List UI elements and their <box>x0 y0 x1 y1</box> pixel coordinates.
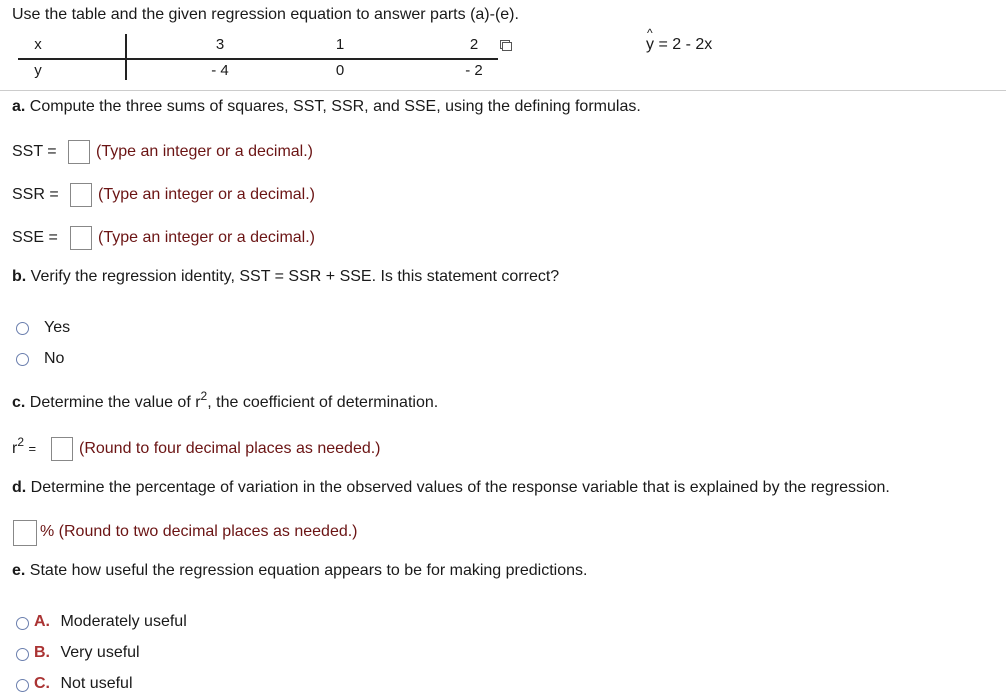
y-value: - 2 <box>465 62 483 79</box>
percentage-input[interactable] <box>13 520 37 546</box>
y-value: - 4 <box>211 62 229 79</box>
part-b-question <box>12 268 559 286</box>
sst-input[interactable] <box>68 140 90 164</box>
hat-accent: ^ <box>647 26 653 40</box>
part-a-letter: a. <box>12 98 26 115</box>
sse-input[interactable] <box>70 226 92 250</box>
ssr-input[interactable] <box>70 183 92 207</box>
r-squared-input[interactable] <box>51 437 73 461</box>
option-b-text: Very useful <box>60 644 140 661</box>
yes-radio[interactable] <box>16 322 29 335</box>
part-d-text: Determine the percentage of variation in the observed values of the response variable that is explained by the regression. <box>30 479 890 496</box>
y-header: y <box>34 62 42 79</box>
sse-label: SSE = <box>12 229 58 246</box>
r-squared-hint: (Round to four decimal places as needed.) <box>79 440 381 457</box>
part-e-text: State how useful the regression equation appears to be for making predictions. <box>29 562 588 579</box>
part-d-question <box>12 479 890 497</box>
percentage-hint: % (Round to two decimal places as needed.) <box>40 523 358 540</box>
part-a-text: Compute the three sums of squares, SST, SSR, and SSE, using the defining formulas. <box>29 98 641 115</box>
option-b-radio[interactable] <box>16 648 29 661</box>
table-horizontal-rule <box>18 58 498 60</box>
x-value: 2 <box>469 36 479 53</box>
instructions: Use the table and the given regression equation to answer parts (a)-(e). <box>12 6 519 23</box>
part-e-question <box>12 562 587 580</box>
r-label: r <box>12 440 18 457</box>
option-a[interactable] <box>34 613 187 631</box>
yes-label[interactable]: Yes <box>44 319 71 336</box>
y-hat: y <box>646 36 654 53</box>
part-b-letter: b. <box>12 268 27 285</box>
option-c-text: Not useful <box>60 675 133 692</box>
option-a-letter: A. <box>34 613 50 630</box>
option-a-text: Moderately useful <box>60 613 187 630</box>
r-squared-label <box>12 435 37 458</box>
y-value: 0 <box>335 62 345 79</box>
part-c-superscript: 2 <box>200 389 208 403</box>
option-c-letter: C. <box>34 675 50 692</box>
table-vertical-rule <box>125 34 127 80</box>
x-value: 1 <box>335 36 345 53</box>
regression-equation <box>646 26 713 54</box>
x-header: x <box>34 36 42 53</box>
ssr-hint: (Type an integer or a decimal.) <box>98 186 315 203</box>
part-d-letter: d. <box>12 479 27 496</box>
r-superscript: 2 <box>17 435 25 449</box>
copy-table-icon[interactable] <box>500 40 512 52</box>
header-divider <box>0 90 1006 91</box>
option-b-letter: B. <box>34 644 50 661</box>
r-equals: = <box>28 441 37 456</box>
equation-rhs: = 2 - 2x <box>658 36 713 53</box>
no-radio[interactable] <box>16 353 29 366</box>
part-c-text-post: , the coefficient of determination. <box>207 394 439 411</box>
part-e-letter: e. <box>12 562 26 579</box>
part-a-question <box>12 98 641 116</box>
sst-label: SST = <box>12 143 57 160</box>
sse-hint: (Type an integer or a decimal.) <box>98 229 315 246</box>
ssr-label: SSR = <box>12 186 59 203</box>
x-value: 3 <box>215 36 225 53</box>
part-c-text-pre: Determine the value of r <box>29 394 201 411</box>
option-c-radio[interactable] <box>16 679 29 692</box>
option-b[interactable] <box>34 644 140 662</box>
option-c[interactable] <box>34 675 133 693</box>
option-a-radio[interactable] <box>16 617 29 630</box>
part-b-text: Verify the regression identity, SST = SSR + SSE. Is this statement correct? <box>30 268 560 285</box>
part-c-letter: c. <box>12 394 26 411</box>
no-label[interactable]: No <box>44 350 65 367</box>
part-c-question <box>12 389 439 412</box>
sst-hint: (Type an integer or a decimal.) <box>96 143 313 160</box>
